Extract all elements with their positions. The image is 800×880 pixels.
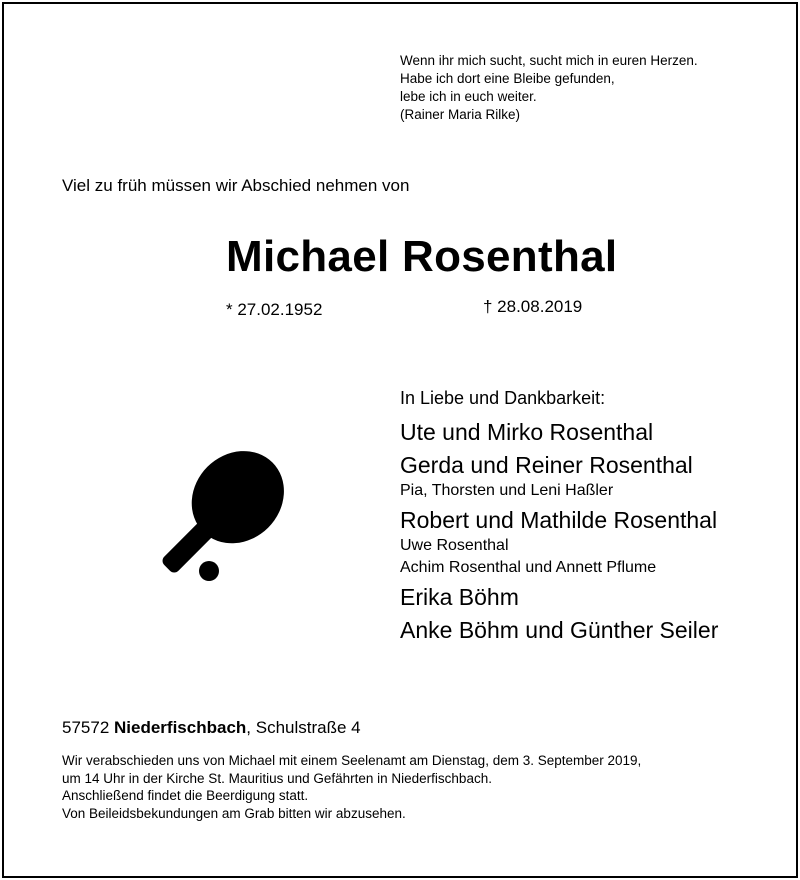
mourners-list — [400, 386, 718, 649]
deceased-name: Michael Rosenthal — [226, 232, 618, 281]
mourner-group — [400, 451, 718, 502]
mourners-lead: In Liebe und Dankbarkeit: — [400, 388, 606, 408]
intro-text: Viel zu früh müssen wir Abschied nehmen von — [62, 176, 410, 195]
address-street: , Schulstraße 4 — [246, 718, 361, 737]
notice-line: Von Beileidsbekundungen am Grab bitten wir abzusehen. — [62, 805, 406, 821]
address-postcode: 57572 — [62, 718, 110, 737]
table-tennis-paddle-icon — [145, 450, 295, 590]
mourner-name: Ute und Mirko Rosenthal — [400, 419, 654, 445]
quote-line: Wenn ihr mich sucht, sucht mich in euren Herzen. — [400, 53, 698, 68]
quote-line: lebe ich in euch weiter. — [400, 89, 537, 104]
funeral-notice — [62, 752, 641, 822]
rilke-quote — [400, 52, 698, 124]
quote-line: Habe ich dort eine Bleibe gefunden, — [400, 71, 615, 86]
mourner-name: Anke Böhm und Günther Seiler — [400, 617, 719, 643]
death-date: † 28.08.2019 — [483, 297, 583, 316]
notice-line: um 14 Uhr in der Kirche St. Mauritius und Gefährten in Niederfischbach. — [62, 770, 492, 786]
notice-line: Anschließend findet die Beerdigung statt. — [62, 788, 309, 803]
address-town: Niederfischbach — [114, 718, 247, 737]
mourner-group — [400, 616, 718, 645]
mourner-name: Robert und Mathilde Rosenthal — [400, 507, 718, 533]
quote-author: (Rainer Maria Rilke) — [400, 107, 521, 122]
notice-line: Wir verabschieden uns von Michael mit einem Seelenamt am Dienstag, dem 3. September 2019, — [62, 753, 642, 768]
birth-date: * 27.02.1952 — [226, 300, 323, 319]
mourner-group — [400, 418, 718, 447]
mourner-name: Erika Böhm — [400, 584, 519, 610]
mourner-name: Gerda und Reiner Rosenthal — [400, 452, 693, 478]
mourner-sub: Uwe Rosenthal — [400, 537, 509, 554]
mourner-sub: Achim Rosenthal und Annett Pflume — [400, 559, 657, 576]
mourner-group — [400, 506, 718, 579]
mourner-group — [400, 583, 718, 612]
address — [62, 718, 361, 738]
mourner-sub: Pia, Thorsten und Leni Haßler — [400, 482, 614, 499]
